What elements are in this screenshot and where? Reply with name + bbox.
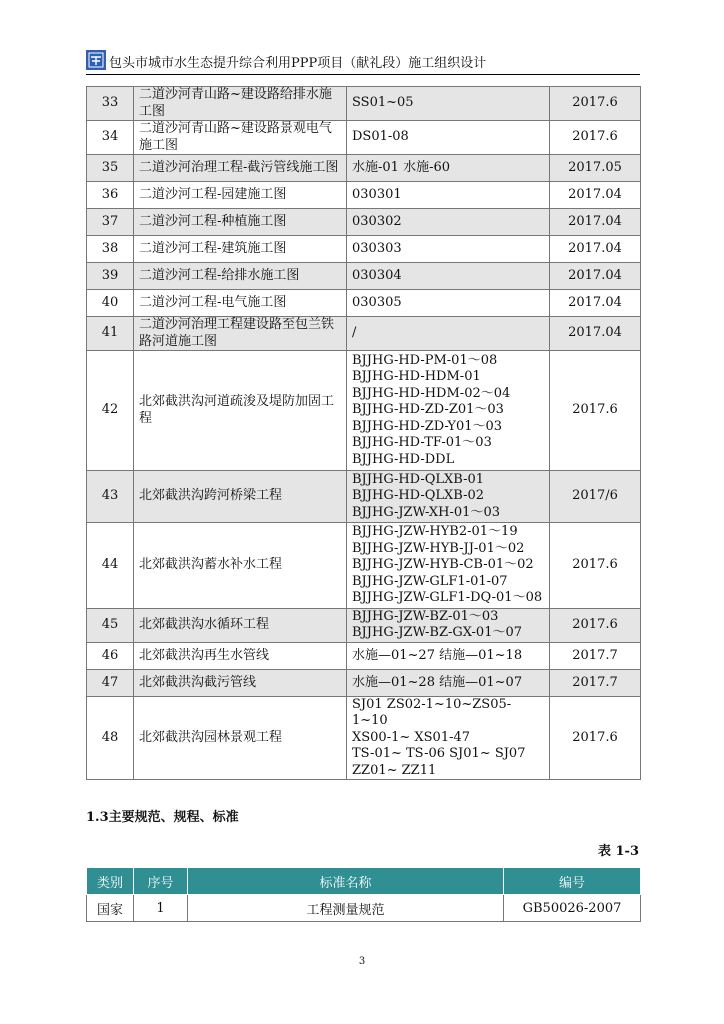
drawing-codes [347,236,550,263]
drawing-codes [347,522,550,608]
row-number: 37 [87,209,134,236]
drawings-table-body [87,87,641,780]
drawing-date: 2017.04 [550,263,641,290]
drawing-name: 二道沙河工程-给排水施工图 [134,263,347,290]
drawing-codes [347,608,550,642]
drawing-codes [347,669,550,696]
drawing-code: BJJHG-HD-PM-01～08 [352,352,498,368]
row-number: 33 [87,87,134,121]
logo-mark-icon [88,52,104,68]
table-row [87,155,641,182]
standards-header-row [87,868,641,895]
drawing-codes [347,290,550,317]
standards-category: 国家 [87,895,134,922]
drawing-code: BJJHG-JZW-GLF1-01-07 [352,573,508,589]
drawing-date: 2017.6 [550,351,641,471]
drawing-date: 2017.04 [550,317,641,351]
table-row [87,290,641,317]
row-number: 45 [87,608,134,642]
drawing-code: 水施—01~27 结施—01~18 [352,647,523,663]
drawing-code: BJJHG-JZW-XH-01～03 [352,504,500,520]
drawing-name: 二道沙河工程-电气施工图 [134,290,347,317]
drawing-codes [347,351,550,471]
drawing-codes [347,317,550,351]
drawing-code: DS01-08 [352,129,409,145]
drawing-codes [347,155,550,182]
row-number: 44 [87,522,134,608]
drawing-codes [347,263,550,290]
drawing-date: 2017.04 [550,209,641,236]
drawing-code: BJJHG-HD-TF-01～03 [352,435,492,451]
drawing-code: SS01~05 [352,95,414,111]
table-row [87,608,641,642]
drawing-code: BJJHG-JZW-BZ-GX-01～07 [352,625,523,641]
drawing-code: TS-01~ TS-06 SJ01~ SJ07 [352,746,526,762]
drawing-code: 030301 [352,186,402,202]
drawing-name: 北郊截洪沟截污管线 [134,669,347,696]
drawing-date: 2017.6 [550,121,641,155]
drawing-code: BJJHG-HD-HDM-01 [352,369,481,385]
row-number: 40 [87,290,134,317]
standards-index: 1 [134,895,188,922]
drawing-date: 2017.05 [550,155,641,182]
drawing-date: 2017.6 [550,522,641,608]
row-number: 43 [87,471,134,523]
drawing-date: 2017.6 [550,608,641,642]
drawing-code: BJJHG-HD-QLXB-02 [352,488,484,504]
drawing-date: 2017.04 [550,182,641,209]
drawing-name: 二道沙河青山路~建设路给排水施工图 [134,87,347,121]
drawing-code: 水施—01~28 结施—01~07 [352,674,523,690]
column-header-standard-name: 标准名称 [188,868,504,895]
row-number: 38 [87,236,134,263]
table-row [87,87,641,121]
row-number: 41 [87,317,134,351]
drawing-name: 二道沙河工程-种植施工图 [134,209,347,236]
section-heading: 1.3主要规范、规程、标准 [86,810,239,825]
drawing-code: BJJHG-JZW-HYB-CB-01～02 [352,557,534,573]
drawing-date: 2017.6 [550,696,641,780]
drawing-name: 北郊截洪沟跨河桥梁工程 [134,471,347,523]
drawing-code: BJJHG-HD-DDL [352,451,455,467]
column-header-category: 类别 [87,868,134,895]
drawing-code: 030304 [352,267,402,283]
table-row [87,317,641,351]
table-row [87,121,641,155]
standards-table [86,867,641,922]
row-number: 46 [87,642,134,669]
drawing-code: BJJHG-JZW-BZ-01～03 [352,608,499,624]
table-caption: 表 1-3 [597,844,639,859]
table-row [87,351,641,471]
drawing-code: 水施-01 水施-60 [352,159,451,175]
column-header-code: 编号 [504,868,641,895]
drawing-name: 北郊截洪沟河道疏浚及堤防加固工程 [134,351,347,471]
header-title: 包头市城市水生态提升综合利用PPP项目（献礼段）施工组织设计 [109,56,487,71]
drawing-date: 2017.04 [550,290,641,317]
drawing-codes [347,121,550,155]
drawing-code: SJ01 ZS02-1~10~ZS05-1~10 [352,696,512,729]
drawing-code: XS00-1~ XS01-47 [352,729,471,745]
drawing-name: 北郊截洪沟蓄水补水工程 [134,522,347,608]
drawing-codes [347,696,550,780]
drawings-table [86,86,641,780]
standards-code: GB50026-2007 [504,895,641,922]
drawing-name: 北郊截洪沟水循环工程 [134,608,347,642]
drawing-code: BJJHG-HD-ZD-Z01～03 [352,402,504,418]
drawing-date: 2017.7 [550,642,641,669]
table-row [87,522,641,608]
drawing-name: 二道沙河治理工程建设路至包兰铁路河道施工图 [134,317,347,351]
row-number: 47 [87,669,134,696]
drawing-code: BJJHG-HD-HDM-02～04 [352,385,511,401]
row-number: 39 [87,263,134,290]
table-row [87,182,641,209]
drawing-code: BJJHG-JZW-GLF1-DQ-01～08 [352,590,543,606]
drawing-codes [347,209,550,236]
drawing-codes [347,642,550,669]
drawing-code: 030302 [352,213,402,229]
company-logo [86,50,106,70]
table-row [87,236,641,263]
drawing-code: 030303 [352,240,402,256]
column-header-index: 序号 [134,868,188,895]
table-row [87,696,641,780]
drawing-date: 2017.04 [550,236,641,263]
drawing-codes [347,87,550,121]
drawing-name: 北郊截洪沟再生水管线 [134,642,347,669]
drawing-name: 二道沙河治理工程-截污管线施工图 [134,155,347,182]
drawing-code: ZZ01~ ZZ11 [352,762,437,778]
table-row [87,669,641,696]
drawing-code: 030305 [352,294,402,310]
drawing-name: 二道沙河工程-园建施工图 [134,182,347,209]
drawing-date: 2017.7 [550,669,641,696]
drawing-date: 2017/6 [550,471,641,523]
row-number: 48 [87,696,134,780]
drawing-name: 二道沙河工程-建筑施工图 [134,236,347,263]
drawing-codes [347,471,550,523]
table-row [87,895,641,922]
drawing-code: BJJHG-JZW-HYB2-01～19 [352,524,518,540]
row-number: 34 [87,121,134,155]
row-number: 36 [87,182,134,209]
drawing-date: 2017.6 [550,87,641,121]
table-row [87,209,641,236]
drawing-code: BJJHG-HD-QLXB-01 [352,471,484,487]
drawing-name: 北郊截洪沟园林景观工程 [134,696,347,780]
page-header [86,50,640,75]
table-row [87,471,641,523]
standards-name: 工程测量规范 [188,895,504,922]
drawing-name: 二道沙河青山路~建设路景观电气施工图 [134,121,347,155]
page-number: 3 [358,956,366,967]
drawing-code: BJJHG-JZW-HYB-JJ-01～02 [352,540,525,556]
drawing-code: / [352,325,357,341]
drawing-codes [347,182,550,209]
table-row [87,642,641,669]
row-number: 42 [87,351,134,471]
table-row [87,263,641,290]
drawing-code: BJJHG-HD-ZD-Y01～03 [352,418,503,434]
row-number: 35 [87,155,134,182]
